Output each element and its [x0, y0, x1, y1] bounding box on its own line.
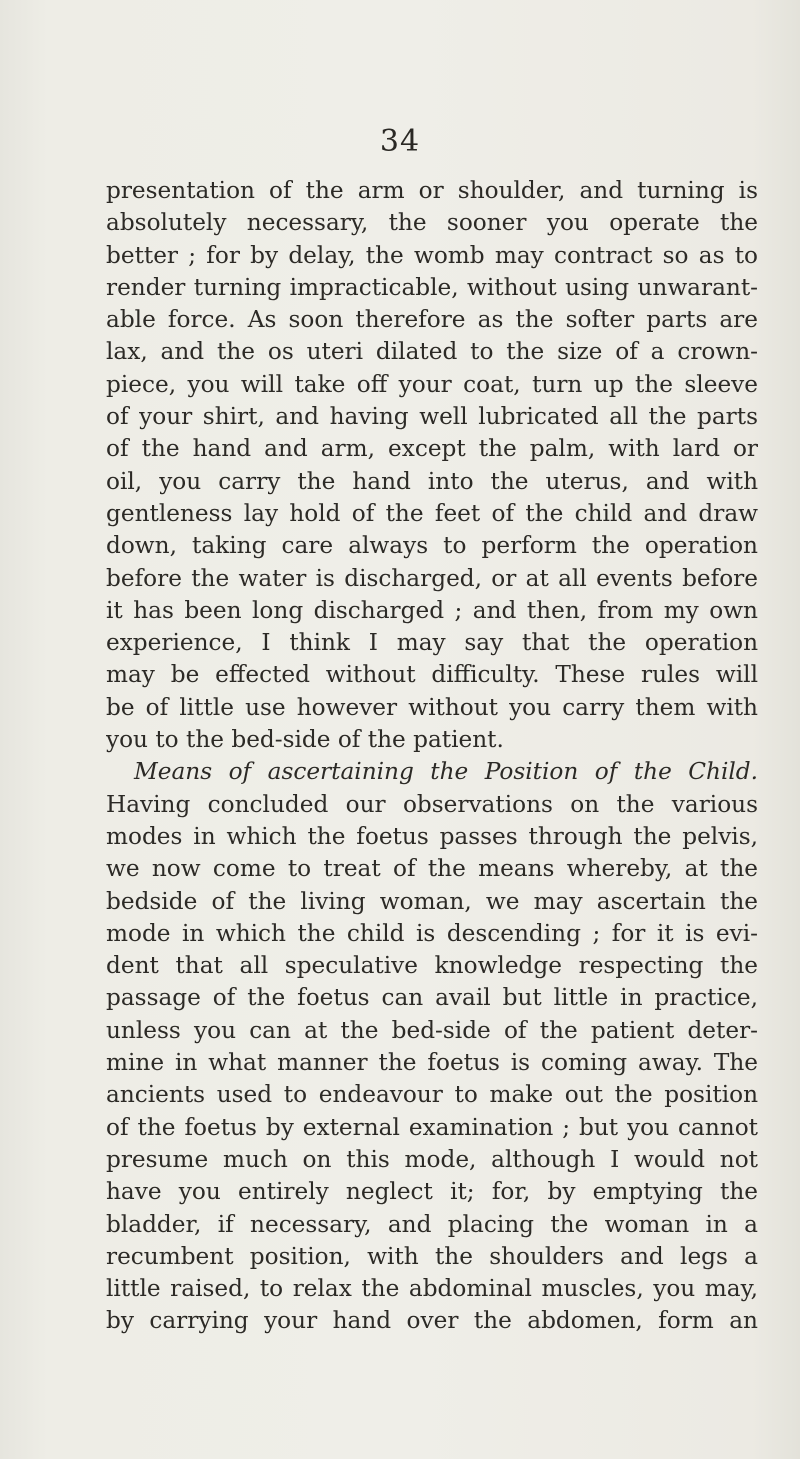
text-line: may be effected without difficulty. These rules will — [106, 661, 758, 689]
text-line: of the foetus by external examination ; but you cannot — [106, 1113, 758, 1141]
text-line: lax, and the os uteri dilated to the size of a crown- — [106, 338, 758, 366]
text-line: little raised, to relax the abdominal muscles, you may, — [106, 1275, 758, 1303]
text-line: presentation of the arm or shoulder, and turning is — [106, 177, 758, 204]
text-line: better ; for by delay, the womb may contract so as to — [106, 241, 758, 269]
text-line: recumbent position, with the shoulders and legs a — [106, 1242, 758, 1270]
text-line: we now come to treat of the means whereby, at the — [106, 855, 758, 883]
page-number: 34 — [379, 124, 421, 159]
text-line: mode in which the child is descending ; for it is evi- — [106, 919, 758, 947]
text-line: by carrying your hand over the abdomen, form an — [106, 1307, 758, 1335]
text-line: presume much on this mode, although I would not — [106, 1145, 758, 1173]
text-line: gentleness lay hold of the feet of the child and draw — [106, 499, 758, 527]
text-line: it has been long discharged ; and then, from my own — [106, 596, 758, 624]
text-line: render turning impracticable, without using unwarant- — [106, 273, 758, 301]
body-text — [106, 175, 758, 1338]
text-line: before the water is discharged, or at all events before — [106, 564, 758, 592]
section-heading: Means of ascertaining the Position of the Child. — [134, 758, 758, 786]
text-line: down, taking care always to perform the operation — [106, 532, 758, 560]
paragraph-turning — [106, 175, 758, 756]
text-line: ancients used to endeavour to make out the position — [106, 1081, 758, 1109]
text-line: piece, you will take off your coat, turn up the sleeve — [106, 370, 758, 398]
text-line: passage of the foetus can avail but little in practice, — [106, 984, 758, 1012]
text-line: bedside of the living woman, we may ascertain the — [106, 887, 758, 915]
text-line: Having concluded our observations on the various — [106, 790, 758, 818]
text-line: have you entirely neglect it; for, by emptying the — [106, 1178, 758, 1206]
text-line: you to the bed-side of the patient. — [106, 726, 504, 754]
text-line: able force. As soon therefore as the softer parts are — [106, 306, 758, 334]
text-line: dent that all speculative knowledge respecting the — [106, 952, 758, 980]
text-line: experience, I think I may say that the operation — [106, 629, 758, 657]
text-line: absolutely necessary, the sooner you operate the — [106, 209, 758, 237]
paragraph-position — [106, 789, 758, 1338]
text-line: bladder, if necessary, and placing the woman in a — [106, 1210, 758, 1238]
text-line: be of little use however without you carry them with — [106, 693, 758, 721]
text-line: modes in which the foetus passes through the pelvis, — [106, 822, 758, 850]
text-line: oil, you carry the hand into the uterus, and with — [106, 467, 758, 495]
text-line: of the hand and arm, except the palm, with lard or — [106, 435, 758, 463]
text-line: of your shirt, and having well lubricated all the parts — [106, 403, 758, 431]
text-line: unless you can at the bed-side of the patient deter- — [106, 1016, 758, 1044]
text-line: mine in what manner the foetus is coming away. The — [106, 1049, 758, 1077]
